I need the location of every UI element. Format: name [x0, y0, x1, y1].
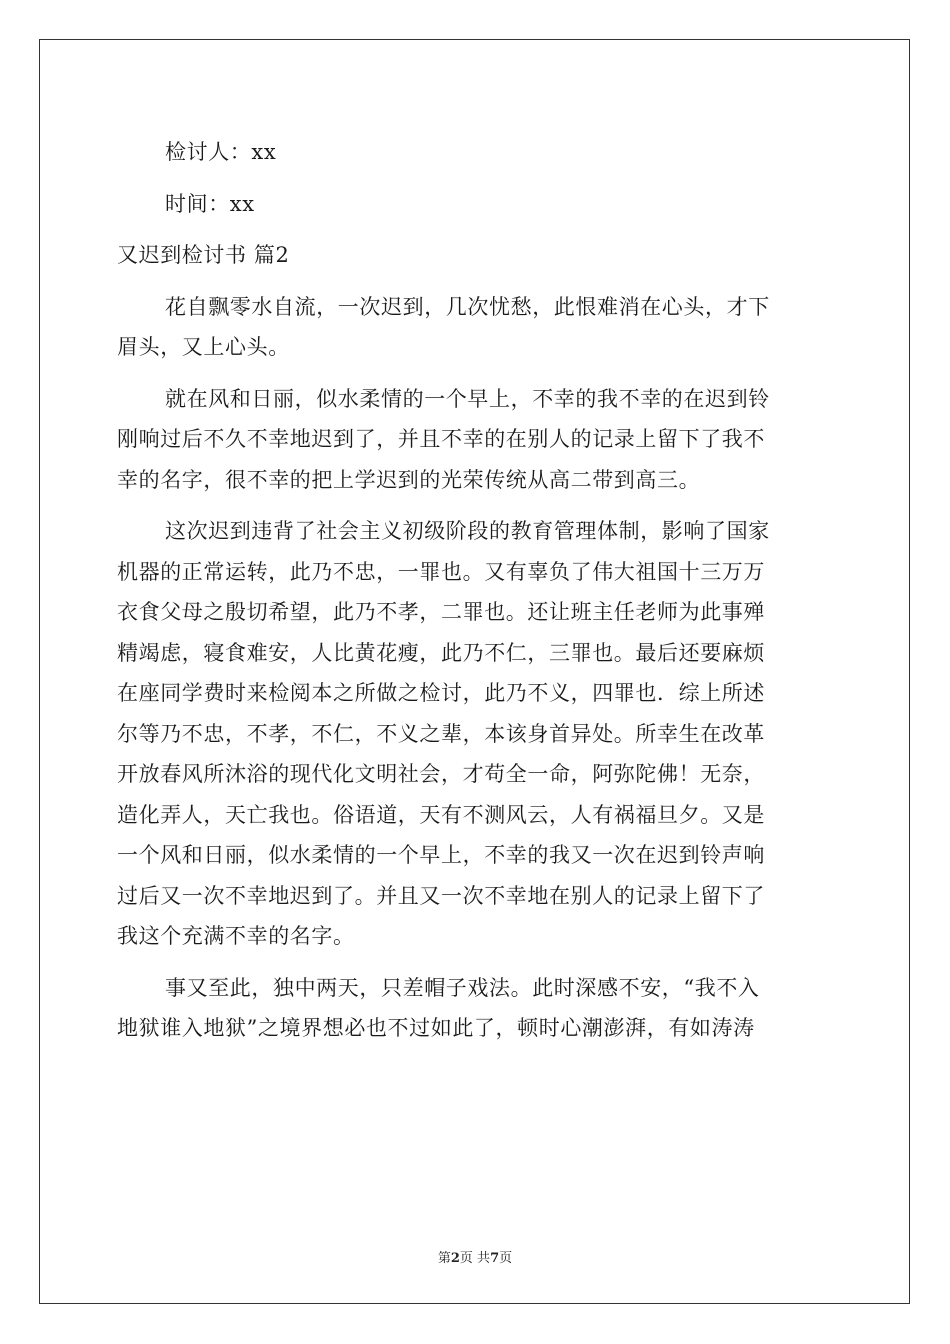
document-body	[117, 132, 833, 1060]
paragraph-line: 就在风和日丽，似水柔情的一个早上，不幸的我不幸的在迟到铃	[165, 386, 770, 411]
paragraph-line: 开放春风所沐浴的现代化文明社会，才苟全一命，阿弥陀佛！无奈，	[117, 762, 765, 786]
paragraph-line: 幸的名字，很不幸的把上学迟到的光荣传统从高二带到高三。	[117, 467, 701, 492]
page-prefix: 第	[437, 1251, 451, 1266]
paragraph-line: 一个风和日丽，似水柔情的一个早上，不幸的我又一次在迟到铃声响	[117, 843, 765, 867]
page-total: 7	[490, 1251, 500, 1266]
paragraph-line: 过后又一次不幸地迟到了。并且又一次不幸地在别人的记录上留下了	[117, 883, 765, 908]
page-mid: 页 共	[459, 1251, 491, 1266]
paragraph-line: 地狱谁入地狱”之境界想必也不过如此了，顿时心潮澎湃，有如涛涛	[117, 1016, 755, 1040]
reviewer-line: 检讨人：xx	[165, 140, 277, 164]
paragraph-line: 刚响过后不久不幸地迟到了，并且不幸的在别人的记录上留下了我不	[117, 427, 765, 451]
paragraph-line: 机器的正常运转，此乃不忠，一罪也。又有辜负了伟大祖国十三万万	[117, 559, 765, 584]
paragraph-line: 花自飘零水自流，一次迟到，几次忧愁，此恨难消在心头，才下	[165, 294, 770, 319]
paragraph-4	[117, 968, 833, 1049]
paragraph-line: 衣食父母之殷切希望，此乃不孝，二罪也。还让班主任老师为此事殚	[117, 600, 765, 624]
section-title: 又迟到检讨书 篇2	[117, 243, 290, 267]
paragraph-line: 造化弄人，天亡我也。俗语道，天有不测风云，人有祸福旦夕。又是	[117, 802, 765, 827]
paragraph-line: 在座同学费时来检阅本之所做之检讨，此乃不义，四罪也．综上所述	[117, 681, 765, 705]
paragraph-1	[117, 287, 833, 368]
paragraph-line: 我这个充满不幸的名字。	[117, 924, 355, 948]
paragraph-line: 这次迟到违背了社会主义初级阶段的教育管理体制，影响了国家	[165, 519, 770, 543]
paragraph-line: 尔等乃不忠，不孝，不仁，不义之辈，本该身首异处。所幸生在改革	[117, 721, 765, 746]
page-suffix: 页	[499, 1251, 513, 1266]
page-current: 2	[450, 1251, 460, 1266]
page-footer	[0, 1247, 950, 1266]
paragraph-3	[117, 511, 833, 957]
paragraph-line: 精竭虑，寝食难安，人比黄花瘦，此乃不仁，三罪也。最后还要麻烦	[117, 640, 765, 665]
paragraph-line: 事又至此，独中两天，只差帽子戏法。此时深感不安，“我不入	[165, 975, 760, 1000]
paragraph-line: 眉头，又上心头。	[117, 335, 290, 359]
time-line: 时间：xx	[165, 191, 255, 216]
paragraph-2	[117, 379, 833, 501]
